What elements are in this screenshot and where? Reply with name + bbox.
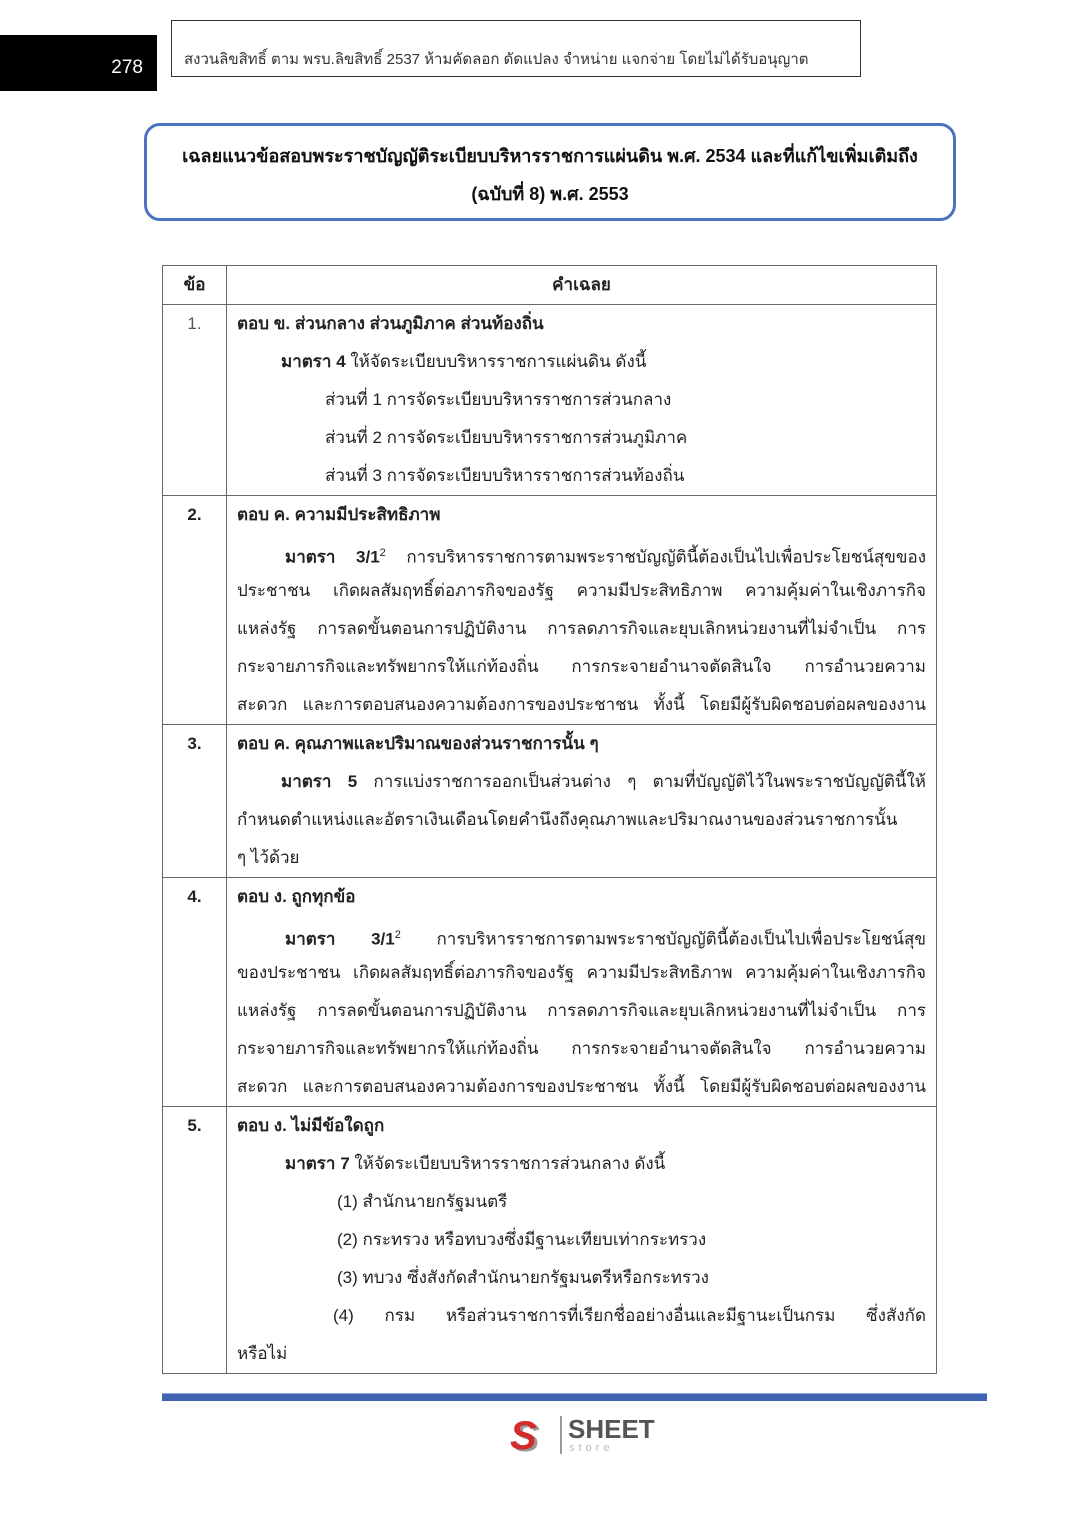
line-text: ตอบ ข. ส่วนกลาง ส่วนภูมิภาค ส่วนท้องถิ่น bbox=[237, 314, 544, 333]
line-text: ๆ ไว้ด้วย bbox=[237, 848, 300, 867]
line-text: (2) กระทรวง หรือทบวงซึ่งมีฐานะเทียบเท่ากระทรวง bbox=[337, 1230, 707, 1249]
answer-cell bbox=[227, 305, 937, 496]
line-text: ตอบ ง. ไม่มีข้อใดถูก bbox=[237, 1116, 385, 1135]
sheet-store-logo bbox=[510, 1412, 660, 1458]
explanation-line bbox=[237, 801, 926, 839]
table-row bbox=[163, 725, 937, 878]
column-header-number: ข้อ bbox=[163, 266, 227, 305]
question-number: 5. bbox=[163, 1107, 227, 1374]
table-row bbox=[163, 1107, 937, 1374]
line-text: หรือไม่ bbox=[237, 1344, 288, 1363]
logo-text: SHEET bbox=[568, 1414, 655, 1444]
article-label: มาตรา 3/1 bbox=[285, 547, 380, 567]
copyright-notice: สงวนลิขสิทธิ์ ตาม พรบ.ลิขสิทธิ์ 2537 ห้ามคัดลอก ดัดแปลง จำหน่าย แจกจ่าย โดยไม่ได้รับอนุญาต bbox=[171, 20, 861, 77]
question-number: 1. bbox=[163, 305, 227, 496]
column-header-answer: คำเฉลย bbox=[227, 266, 937, 305]
explanation-line bbox=[237, 1259, 926, 1297]
footnote-marker: 2 bbox=[394, 929, 401, 941]
explanation-line bbox=[237, 1297, 926, 1335]
line-text: ประชาชน เกิดผลสัมฤทธิ์ต่อภารกิจของรัฐ ความมีประสิทธิภาพ ความคุ้มค่าในเชิงภารกิจ bbox=[237, 581, 926, 600]
line-text: สะดวก และการตอบสนองความต้องการของประชาชน ทั้งนี้ โดยมีผู้รับผิดชอบต่อผลของงาน bbox=[237, 1077, 926, 1096]
explanation-line bbox=[237, 686, 926, 724]
explanation-line bbox=[237, 992, 926, 1030]
explanation-line bbox=[237, 1030, 926, 1068]
line-text: กระจายภารกิจและทรัพยากรให้แก่ท้องถิ่น การกระจายอำนาจตัดสินใจ การอำนวยความ bbox=[237, 1039, 926, 1058]
answer-table bbox=[162, 265, 937, 1374]
logo-divider bbox=[560, 1416, 562, 1454]
line-text: กระจายภารกิจและทรัพยากรให้แก่ท้องถิ่น การกระจายอำนาจตัดสินใจ การอำนวยความ bbox=[237, 657, 926, 676]
answer-line bbox=[237, 878, 926, 916]
article-label: มาตรา 5 bbox=[281, 772, 358, 791]
explanation-line bbox=[237, 534, 926, 572]
question-number: 4. bbox=[163, 878, 227, 1107]
article-label: มาตรา 7 bbox=[285, 1154, 350, 1173]
line-text: ส่วนที่ 3 การจัดระเบียบบริหารราชการส่วนท้องถิ่น bbox=[325, 466, 685, 485]
line-text: ส่วนที่ 1 การจัดระเบียบบริหารราชการส่วนกลาง bbox=[325, 390, 672, 409]
line-text: ตอบ ง. ถูกทุกข้อ bbox=[237, 887, 356, 906]
explanation-line bbox=[237, 1145, 926, 1183]
answer-cell bbox=[227, 1107, 937, 1374]
answer-line bbox=[237, 725, 926, 763]
line-text: สะดวก และการตอบสนองความต้องการของประชาชน ทั้งนี้ โดยมีผู้รับผิดชอบต่อผลของงาน bbox=[237, 695, 926, 714]
answer-line bbox=[237, 305, 926, 343]
line-text: (1) สำนักนายกรัฐมนตรี bbox=[337, 1192, 508, 1211]
article-label: มาตรา 4 bbox=[281, 352, 346, 371]
explanation-line bbox=[237, 381, 926, 419]
article-label: มาตรา 3/1 bbox=[285, 929, 395, 949]
footer-rule bbox=[162, 1393, 987, 1401]
line-text: ตอบ ค. ความมีประสิทธิภาพ bbox=[237, 505, 441, 524]
explanation-line bbox=[237, 457, 926, 495]
explanation-line bbox=[237, 954, 926, 992]
line-text: ส่วนที่ 2 การจัดระเบียบบริหารราชการส่วนภูมิภาค bbox=[325, 428, 688, 447]
answer-line bbox=[237, 496, 926, 534]
line-text: (3) ทบวง ซึ่งสังกัดสำนักนายกรัฐมนตรีหรือกระทรวง bbox=[337, 1268, 709, 1287]
line-text: กำหนดตำแหน่งและอัตราเงินเดือนโดยคำนึงถึงคุณภาพและปริมาณงานของส่วนราชการนั้น bbox=[237, 810, 898, 829]
line-text: การบริหารราชการตามพระราชบัญญัตินี้ต้องเป็นไปเพื่อประโยชน์สุขของ bbox=[385, 547, 926, 567]
title-line-1: เฉลยแนวข้อสอบพระราชบัญญัติระเบียบบริหารราชการแผ่นดิน พ.ศ. 2534 และที่แก้ไขเพิ่มเติมถึง bbox=[182, 146, 918, 166]
line-text: ให้จัดระเบียบบริหารราชการแผ่นดิน ดังนี้ bbox=[345, 352, 647, 371]
line-text: ของประชาชน เกิดผลสัมฤทธิ์ต่อภารกิจของรัฐ ความมีประสิทธิภาพ ความคุ้มค่าในเชิงภารกิจ bbox=[237, 963, 926, 982]
page-number: 278 bbox=[0, 35, 157, 91]
answer-cell bbox=[227, 878, 937, 1107]
explanation-line bbox=[237, 572, 926, 610]
answer-line bbox=[237, 1107, 926, 1145]
table-row bbox=[163, 496, 937, 725]
question-number: 3. bbox=[163, 725, 227, 878]
table-row bbox=[163, 305, 937, 496]
logo-subtext: store bbox=[569, 1442, 614, 1454]
line-text: การแบ่งราชการออกเป็นส่วนต่าง ๆ ตามที่บัญญัติไว้ในพระราชบัญญัตินี้ให้ bbox=[357, 772, 927, 791]
footnote-marker: 2 bbox=[379, 547, 386, 559]
explanation-line bbox=[237, 419, 926, 457]
explanation-line bbox=[237, 1221, 926, 1259]
line-text: ให้จัดระเบียบบริหารราชการส่วนกลาง ดังนี้ bbox=[349, 1154, 666, 1173]
document-title-box bbox=[144, 123, 956, 221]
line-text: การบริหารราชการตามพระราชบัญญัตินี้ต้องเป็นไปเพื่อประโยชน์สุข bbox=[400, 929, 926, 949]
table-row bbox=[163, 878, 937, 1107]
explanation-line bbox=[237, 916, 926, 954]
explanation-line bbox=[237, 343, 926, 381]
explanation-line bbox=[237, 763, 926, 801]
explanation-line bbox=[237, 839, 926, 877]
question-number: 2. bbox=[163, 496, 227, 725]
explanation-line bbox=[237, 1335, 926, 1373]
explanation-line bbox=[237, 1183, 926, 1221]
explanation-line bbox=[237, 610, 926, 648]
explanation-line bbox=[237, 1068, 926, 1106]
explanation-line bbox=[237, 648, 926, 686]
line-text: (4) กรม หรือส่วนราชการที่เรียกชื่ออย่างอื่นและมีฐานะเป็นกรม ซึ่งสังกัด bbox=[333, 1306, 926, 1325]
line-text: แหล่งรัฐ การลดขั้นตอนการปฏิบัติงาน การลดภารกิจและยุบเลิกหน่วยงานที่ไม่จำเป็น การ bbox=[237, 619, 926, 638]
answer-cell bbox=[227, 725, 937, 878]
answer-cell bbox=[227, 496, 937, 725]
line-text: แหล่งรัฐ การลดขั้นตอนการปฏิบัติงาน การลดภารกิจและยุบเลิกหน่วยงานที่ไม่จำเป็น การ bbox=[237, 1001, 926, 1020]
logo-s-icon: S bbox=[510, 1414, 537, 1458]
line-text: ตอบ ค. คุณภาพและปริมาณของส่วนราชการนั้น ๆ bbox=[237, 734, 599, 753]
title-line-2: (ฉบับที่ 8) พ.ศ. 2553 bbox=[471, 184, 629, 204]
